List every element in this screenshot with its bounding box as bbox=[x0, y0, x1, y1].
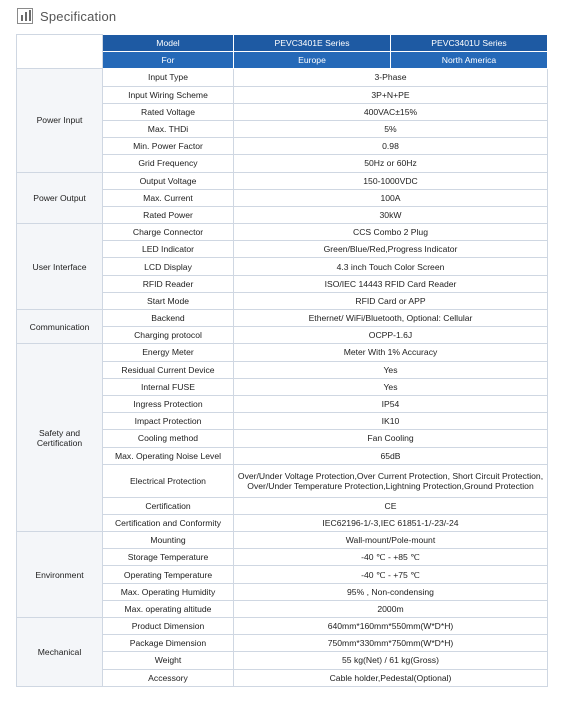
spec-value-cell: IK10 bbox=[234, 413, 548, 430]
spec-item-cell: Cooling method bbox=[103, 430, 234, 447]
spec-value-cell: -40 ℃ - +85 ℃ bbox=[234, 549, 548, 566]
category-cell: User Interface bbox=[17, 224, 103, 310]
table-row bbox=[17, 172, 548, 189]
header-row-model bbox=[17, 35, 548, 52]
spec-item-cell: Input Type bbox=[103, 69, 234, 86]
spec-value-cell: IEC62196-1/-3,IEC 61851-1/-23/-24 bbox=[234, 514, 548, 531]
spec-value-cell: 3-Phase bbox=[234, 69, 548, 86]
spec-value-cell: 65dB bbox=[234, 447, 548, 464]
spec-value-cell: 0.98 bbox=[234, 138, 548, 155]
spec-item-cell: Weight bbox=[103, 652, 234, 669]
header-for: For bbox=[103, 52, 234, 69]
spec-value-cell: Over/Under Voltage Protection,Over Current Protection, Short Circuit Protection, Over/Under Temperature Protection,Lightning Protection,Ground Protection bbox=[234, 464, 548, 497]
spec-value-cell: 2000m bbox=[234, 600, 548, 617]
spec-item-cell: Internal FUSE bbox=[103, 378, 234, 395]
table-row bbox=[17, 532, 548, 549]
spec-item-cell: Backend bbox=[103, 310, 234, 327]
spec-body bbox=[17, 69, 548, 686]
spec-item-cell: Impact Protection bbox=[103, 413, 234, 430]
spec-item-cell: Grid Frequency bbox=[103, 155, 234, 172]
spec-item-cell: Package Dimension bbox=[103, 635, 234, 652]
spec-value-cell: -40 ℃ - +75 ℃ bbox=[234, 566, 548, 583]
category-cell: Mechanical bbox=[17, 618, 103, 687]
spec-value-cell: 5% bbox=[234, 120, 548, 137]
spec-value-cell: Wall-mount/Pole-mount bbox=[234, 532, 548, 549]
spec-value-cell: Yes bbox=[234, 361, 548, 378]
spec-value-cell: ISO/IEC 14443 RFID Card Reader bbox=[234, 275, 548, 292]
section-header bbox=[17, 8, 116, 24]
spec-value-cell: OCPP-1.6J bbox=[234, 327, 548, 344]
bar-chart-icon bbox=[17, 8, 33, 24]
category-cell: Safety and Certification bbox=[17, 344, 103, 532]
spec-item-cell: Min. Power Factor bbox=[103, 138, 234, 155]
spec-item-cell: Energy Meter bbox=[103, 344, 234, 361]
spec-value-cell: IP54 bbox=[234, 395, 548, 412]
spec-item-cell: Rated Voltage bbox=[103, 103, 234, 120]
spec-value-cell: Yes bbox=[234, 378, 548, 395]
spec-item-cell: Electrical Protection bbox=[103, 464, 234, 497]
spec-item-cell: Start Mode bbox=[103, 292, 234, 309]
spec-value-cell: 50Hz or 60Hz bbox=[234, 155, 548, 172]
table-row bbox=[17, 69, 548, 86]
spec-item-cell: LED Indicator bbox=[103, 241, 234, 258]
spec-item-cell: Charge Connector bbox=[103, 224, 234, 241]
spec-value-cell: 30kW bbox=[234, 206, 548, 223]
category-cell: Environment bbox=[17, 532, 103, 618]
spec-item-cell: Max. THDi bbox=[103, 120, 234, 137]
table-row bbox=[17, 618, 548, 635]
specification-table bbox=[16, 34, 548, 687]
spec-item-cell: Max. Current bbox=[103, 189, 234, 206]
spec-item-cell: Ingress Protection bbox=[103, 395, 234, 412]
spec-item-cell: Operating Temperature bbox=[103, 566, 234, 583]
category-cell: Power Input bbox=[17, 69, 103, 172]
spec-value-cell: 55 kg(Net) / 61 kg(Gross) bbox=[234, 652, 548, 669]
spec-value-cell: 3P+N+PE bbox=[234, 86, 548, 103]
table-row bbox=[17, 224, 548, 241]
spec-value-cell: CE bbox=[234, 497, 548, 514]
spec-value-cell: Cable holder,Pedestal(Optional) bbox=[234, 669, 548, 686]
table-row bbox=[17, 344, 548, 361]
spec-item-cell: Input Wiring Scheme bbox=[103, 86, 234, 103]
table-row bbox=[17, 310, 548, 327]
spec-value-cell: Fan Cooling bbox=[234, 430, 548, 447]
spec-value-cell: Meter With 1% Accuracy bbox=[234, 344, 548, 361]
spec-item-cell: Accessory bbox=[103, 669, 234, 686]
header-region-e: Europe bbox=[234, 52, 391, 69]
section-title: Specification bbox=[40, 8, 117, 24]
spec-item-cell: LCD Display bbox=[103, 258, 234, 275]
spec-item-cell: Max. Operating Humidity bbox=[103, 583, 234, 600]
spec-value-cell: 100A bbox=[234, 189, 548, 206]
spec-value-cell: 95% , Non-condensing bbox=[234, 583, 548, 600]
category-cell: Power Output bbox=[17, 172, 103, 224]
spec-item-cell: Max. Operating Noise Level bbox=[103, 447, 234, 464]
spec-item-cell: Max. operating altitude bbox=[103, 600, 234, 617]
spec-item-cell: Mounting bbox=[103, 532, 234, 549]
spec-value-cell: 640mm*160mm*550mm(W*D*H) bbox=[234, 618, 548, 635]
header-blank-cell bbox=[17, 35, 103, 69]
header-model-u: PEVC3401U Series bbox=[391, 35, 548, 52]
spec-value-cell: RFID Card or APP bbox=[234, 292, 548, 309]
spec-value-cell: CCS Combo 2 Plug bbox=[234, 224, 548, 241]
spec-value-cell: 400VAC±15% bbox=[234, 103, 548, 120]
header-region-u: North America bbox=[391, 52, 548, 69]
spec-value-cell: 150-1000VDC bbox=[234, 172, 548, 189]
spec-item-cell: Charging protocol bbox=[103, 327, 234, 344]
header-model: Model bbox=[103, 35, 234, 52]
spec-item-cell: RFID Reader bbox=[103, 275, 234, 292]
spec-item-cell: Storage Temperature bbox=[103, 549, 234, 566]
spec-item-cell: Certification bbox=[103, 497, 234, 514]
spec-item-cell: Certification and Conformity bbox=[103, 514, 234, 531]
category-cell: Communication bbox=[17, 310, 103, 344]
spec-value-cell: 750mm*330mm*750mm(W*D*H) bbox=[234, 635, 548, 652]
spec-item-cell: Residual Current Device bbox=[103, 361, 234, 378]
header-model-e: PEVC3401E Series bbox=[234, 35, 391, 52]
spec-item-cell: Output Voltage bbox=[103, 172, 234, 189]
spec-value-cell: 4.3 inch Touch Color Screen bbox=[234, 258, 548, 275]
spec-item-cell: Rated Power bbox=[103, 206, 234, 223]
spec-value-cell: Green/Blue/Red,Progress Indicator bbox=[234, 241, 548, 258]
spec-value-cell: Ethernet/ WiFi/Bluetooth, Optional: Cellular bbox=[234, 310, 548, 327]
spec-item-cell: Product Dimension bbox=[103, 618, 234, 635]
